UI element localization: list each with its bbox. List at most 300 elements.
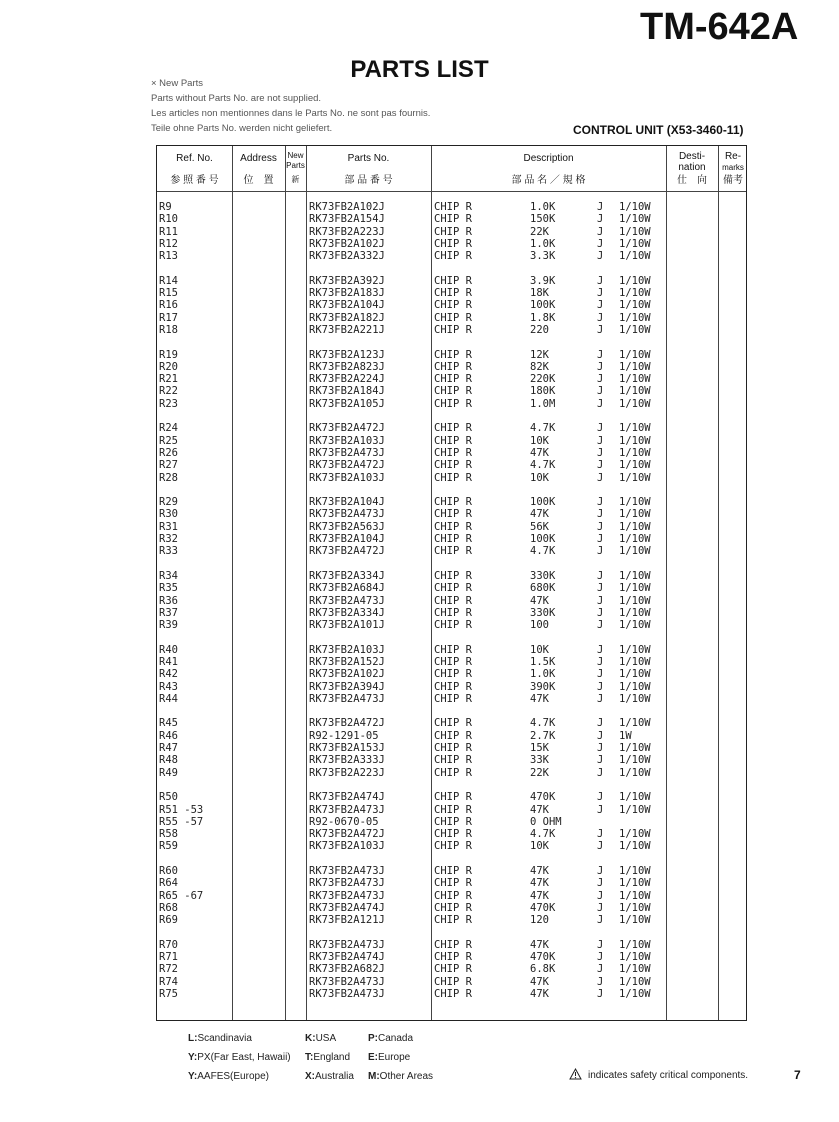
cell-wattage: 1/10W <box>619 520 651 533</box>
cell-wattage: 1/10W <box>619 901 651 914</box>
cell-parts-no: RK73FB2A183J <box>309 287 385 300</box>
cell-description: CHIP R <box>434 975 472 988</box>
cell-wattage: 1/10W <box>619 643 651 656</box>
cell-value: 47K <box>530 803 549 816</box>
cell-tolerance: J <box>597 692 604 705</box>
table-row <box>157 238 746 250</box>
cell-description: CHIP R <box>434 643 472 656</box>
cell-value: 1.0M <box>530 397 556 410</box>
cell-value: 470K <box>530 791 556 804</box>
legend-code: Y: <box>188 1071 198 1082</box>
cell-parts-no: RK73FB2A473J <box>309 446 385 459</box>
cell-description: CHIP R <box>434 397 472 410</box>
table-row <box>157 312 746 324</box>
cell-ref-no: R39 <box>159 619 178 632</box>
cell-parts-no: RK73FB2A224J <box>309 373 385 386</box>
cell-description: CHIP R <box>434 938 472 951</box>
cell-description: CHIP R <box>434 828 472 841</box>
cell-wattage: 1/10W <box>619 385 651 398</box>
legend-name: Australia <box>315 1071 354 1082</box>
cell-description: CHIP R <box>434 446 472 459</box>
cell-description: CHIP R <box>434 877 472 890</box>
cell-ref-no: R29 <box>159 496 178 509</box>
cell-parts-no: RK73FB2A332J <box>309 250 385 263</box>
cell-ref-no: R16 <box>159 299 178 312</box>
parts-rows <box>157 201 746 1013</box>
cell-tolerance: J <box>597 655 604 668</box>
cell-tolerance: J <box>597 975 604 988</box>
cell-tolerance: J <box>597 729 604 742</box>
cell-wattage: 1/10W <box>619 914 651 927</box>
cell-wattage: 1/10W <box>619 840 651 853</box>
header-remarks-2: marks <box>722 163 744 172</box>
cell-parts-no: RK73FB2A123J <box>309 348 385 361</box>
cell-tolerance: J <box>597 237 604 250</box>
cell-ref-no: R59 <box>159 840 178 853</box>
cell-parts-no: RK73FB2A473J <box>309 803 385 816</box>
cell-parts-no: RK73FB2A473J <box>309 594 385 607</box>
cell-tolerance: J <box>597 287 604 300</box>
cell-ref-no: R26 <box>159 446 178 459</box>
cell-parts-no: RK73FB2A103J <box>309 434 385 447</box>
cell-value: 47K <box>530 975 549 988</box>
cell-parts-no: RK73FB2A474J <box>309 951 385 964</box>
cell-value: 1.0K <box>530 237 556 250</box>
row-group <box>157 349 746 410</box>
cell-wattage: 1/10W <box>619 668 651 681</box>
cell-wattage: 1/10W <box>619 471 651 484</box>
cell-description: CHIP R <box>434 250 472 263</box>
legend-item <box>305 1071 354 1082</box>
cell-wattage: 1/10W <box>619 865 651 878</box>
cell-description: CHIP R <box>434 606 472 619</box>
cell-parts-no: RK73FB2A333J <box>309 754 385 767</box>
cell-value: 4.7K <box>530 422 556 435</box>
cell-value: 4.7K <box>530 545 556 558</box>
table-row <box>157 890 746 902</box>
cell-parts-no: RK73FB2A334J <box>309 569 385 582</box>
header-ref-no: Ref. No. <box>176 153 213 164</box>
table-row <box>157 828 746 840</box>
cell-tolerance: J <box>597 311 604 324</box>
cell-parts-no: RK73FB2A184J <box>309 385 385 398</box>
cell-wattage: 1/10W <box>619 274 651 287</box>
cell-tolerance: J <box>597 938 604 951</box>
cell-ref-no: R15 <box>159 287 178 300</box>
cell-description: CHIP R <box>434 311 472 324</box>
warning-triangle-icon <box>569 1068 582 1080</box>
table-row <box>157 742 746 754</box>
cell-parts-no: RK73FB2A473J <box>309 889 385 902</box>
cell-wattage: 1/10W <box>619 877 651 890</box>
legend-name: Europe <box>378 1052 411 1063</box>
legend-name: USA <box>315 1033 337 1044</box>
safety-text: indicates safety critical components. <box>588 1070 749 1081</box>
cell-ref-no: R42 <box>159 668 178 681</box>
cell-parts-no: RK73FB2A823J <box>309 360 385 373</box>
cell-description: CHIP R <box>434 385 472 398</box>
cell-ref-no: R18 <box>159 323 178 336</box>
table-row <box>157 988 746 1000</box>
safety-note <box>569 1068 748 1081</box>
cell-wattage: 1/10W <box>619 594 651 607</box>
cell-value: 1.0K <box>530 668 556 681</box>
cell-parts-no: RK73FB2A473J <box>309 508 385 521</box>
cell-parts-no: RK73FB2A153J <box>309 742 385 755</box>
table-row <box>157 385 746 397</box>
cell-tolerance: J <box>597 385 604 398</box>
cell-value: 10K <box>530 434 549 447</box>
table-row <box>157 201 746 213</box>
cell-description: CHIP R <box>434 299 472 312</box>
row-group <box>157 939 746 1000</box>
legend-item <box>188 1052 291 1063</box>
cell-ref-no: R11 <box>159 225 178 238</box>
cell-value: 47K <box>530 692 549 705</box>
cell-description: CHIP R <box>434 569 472 582</box>
legend-code: L: <box>188 1033 198 1044</box>
legend-name: Canada <box>378 1033 414 1044</box>
header-new-parts: Parts <box>286 161 305 170</box>
cell-description: CHIP R <box>434 348 472 361</box>
cell-description: CHIP R <box>434 496 472 509</box>
cell-value: 470K <box>530 901 556 914</box>
table-row <box>157 717 746 729</box>
cell-parts-no: RK73FB2A472J <box>309 459 385 472</box>
cell-value: 47K <box>530 865 549 878</box>
cell-value: 120 <box>530 914 549 927</box>
cell-tolerance: J <box>597 988 604 1000</box>
header-ref-no-jp: 参 照 番 号 <box>170 175 219 186</box>
cell-value: 4.7K <box>530 828 556 841</box>
header-address-jp: 位 置 <box>243 175 274 186</box>
cell-tolerance: J <box>597 901 604 914</box>
cell-description: CHIP R <box>434 422 472 435</box>
cell-ref-no: R60 <box>159 865 178 878</box>
page-title: PARTS LIST <box>350 56 489 83</box>
table-row <box>157 521 746 533</box>
cell-description: CHIP R <box>434 791 472 804</box>
table-row <box>157 299 746 311</box>
cell-ref-no: R58 <box>159 828 178 841</box>
cell-value: 390K <box>530 680 556 693</box>
cell-description: CHIP R <box>434 668 472 681</box>
cell-ref-no: R68 <box>159 901 178 914</box>
cell-ref-no: R70 <box>159 938 178 951</box>
cell-parts-no: RK73FB2A121J <box>309 914 385 927</box>
cell-description: CHIP R <box>434 865 472 878</box>
header-address: Address <box>240 153 277 164</box>
table-row <box>157 914 746 926</box>
cell-parts-no: RK73FB2A472J <box>309 422 385 435</box>
cell-ref-no: R46 <box>159 729 178 742</box>
cell-tolerance: J <box>597 434 604 447</box>
cell-ref-no: R44 <box>159 692 178 705</box>
cell-tolerance: J <box>597 508 604 521</box>
table-row <box>157 619 746 631</box>
cell-tolerance: J <box>597 373 604 386</box>
cell-tolerance: J <box>597 250 604 263</box>
cell-ref-no: R34 <box>159 569 178 582</box>
cell-parts-no: RK73FB2A103J <box>309 471 385 484</box>
cell-description: CHIP R <box>434 754 472 767</box>
cell-wattage: 1/10W <box>619 250 651 263</box>
cell-tolerance: J <box>597 619 604 632</box>
cell-wattage: 1/10W <box>619 397 651 410</box>
cell-description: CHIP R <box>434 520 472 533</box>
table-row <box>157 435 746 447</box>
cell-tolerance: J <box>597 446 604 459</box>
cell-wattage: 1/10W <box>619 717 651 730</box>
cell-tolerance: J <box>597 643 604 656</box>
table-row <box>157 791 746 803</box>
table-row <box>157 533 746 545</box>
cell-ref-no: R40 <box>159 643 178 656</box>
cell-parts-no: RK73FB2A392J <box>309 274 385 287</box>
row-group <box>157 201 746 262</box>
cell-wattage: 1/10W <box>619 237 651 250</box>
legend-item <box>368 1071 433 1082</box>
table-row <box>157 595 746 607</box>
cell-wattage: 1/10W <box>619 803 651 816</box>
cell-tolerance: J <box>597 520 604 533</box>
cell-wattage: 1/10W <box>619 766 651 779</box>
cell-wattage: 1/10W <box>619 619 651 632</box>
header-parts-no-jp: 部 品 番 号 <box>344 175 393 186</box>
table-row <box>157 951 746 963</box>
cell-value: 12K <box>530 348 549 361</box>
cell-value: 6.8K <box>530 963 556 976</box>
table-row <box>157 570 746 582</box>
table-row <box>157 545 746 557</box>
cell-description: CHIP R <box>434 914 472 927</box>
cell-ref-no: R10 <box>159 213 178 226</box>
cell-tolerance: J <box>597 680 604 693</box>
cell-description: CHIP R <box>434 742 472 755</box>
cell-parts-no: RK73FB2A682J <box>309 963 385 976</box>
cell-description: CHIP R <box>434 533 472 546</box>
cell-ref-no: R55 -57 <box>159 815 204 828</box>
cell-value: 150K <box>530 213 556 226</box>
cell-wattage: 1/10W <box>619 680 651 693</box>
cell-tolerance: J <box>597 754 604 767</box>
cell-tolerance: J <box>597 766 604 779</box>
cell-tolerance: J <box>597 742 604 755</box>
cell-parts-no: RK73FB2A473J <box>309 988 385 1000</box>
cell-value: 4.7K <box>530 459 556 472</box>
cell-description: CHIP R <box>434 963 472 976</box>
cell-description: CHIP R <box>434 274 472 287</box>
cell-tolerance: J <box>597 803 604 816</box>
cell-value: 470K <box>530 951 556 964</box>
cell-description: CHIP R <box>434 729 472 742</box>
cell-tolerance: J <box>597 791 604 804</box>
cell-parts-no: R92-0670-05 <box>309 815 379 828</box>
cell-description: CHIP R <box>434 815 472 828</box>
cell-ref-no: R64 <box>159 877 178 890</box>
cell-ref-no: R65 -67 <box>159 889 204 902</box>
page-number: 7 <box>794 1068 801 1082</box>
legend-item <box>368 1052 410 1063</box>
header-parts-no: Parts No. <box>347 153 390 164</box>
table-row <box>157 902 746 914</box>
cell-tolerance: J <box>597 582 604 595</box>
table-row <box>157 459 746 471</box>
cell-description: CHIP R <box>434 287 472 300</box>
cell-ref-no: R22 <box>159 385 178 398</box>
cell-tolerance: J <box>597 274 604 287</box>
cell-value: 2.7K <box>530 729 556 742</box>
cell-wattage: 1/10W <box>619 582 651 595</box>
cell-ref-no: R14 <box>159 274 178 287</box>
cell-value: 47K <box>530 988 549 1000</box>
cell-value: 47K <box>530 877 549 890</box>
cell-value: 1.5K <box>530 655 556 668</box>
cell-value: 1.0K <box>530 201 556 213</box>
table-row <box>157 275 746 287</box>
legend-item <box>368 1033 413 1044</box>
cell-parts-no: RK73FB2A473J <box>309 938 385 951</box>
table-row <box>157 508 746 520</box>
cell-value: 56K <box>530 520 549 533</box>
cell-ref-no: R23 <box>159 397 178 410</box>
header-description-jp: 部 品 名 ／ 規 格 <box>511 175 586 186</box>
legend-code: E: <box>368 1052 378 1063</box>
cell-value: 22K <box>530 225 549 238</box>
cell-description: CHIP R <box>434 237 472 250</box>
cell-description: CHIP R <box>434 545 472 558</box>
header-destination-2: nation <box>678 162 706 173</box>
cell-tolerance: J <box>597 496 604 509</box>
row-group <box>157 496 746 557</box>
cell-parts-no: RK73FB2A473J <box>309 975 385 988</box>
cell-wattage: 1/10W <box>619 508 651 521</box>
cell-tolerance: J <box>597 360 604 373</box>
cell-ref-no: R48 <box>159 754 178 767</box>
cell-wattage: 1/10W <box>619 422 651 435</box>
table-row <box>157 681 746 693</box>
legend-name: England <box>313 1052 351 1063</box>
cell-parts-no: RK73FB2A103J <box>309 840 385 853</box>
cell-description: CHIP R <box>434 655 472 668</box>
table-row <box>157 287 746 299</box>
cell-parts-no: RK73FB2A472J <box>309 828 385 841</box>
legend-name: Other Areas <box>379 1071 434 1082</box>
cell-value: 47K <box>530 594 549 607</box>
header-new-jp: 新 <box>291 175 300 184</box>
cell-parts-no: RK73FB2A473J <box>309 692 385 705</box>
header-new: New <box>287 151 304 160</box>
cell-wattage: 1/10W <box>619 360 651 373</box>
cell-wattage: 1/10W <box>619 963 651 976</box>
cell-value: 180K <box>530 385 556 398</box>
cell-tolerance: J <box>597 594 604 607</box>
cell-ref-no: R32 <box>159 533 178 546</box>
cell-ref-no: R21 <box>159 373 178 386</box>
cell-wattage: 1/10W <box>619 938 651 951</box>
cell-value: 10K <box>530 643 549 656</box>
table-row <box>157 963 746 975</box>
cell-wattage: 1/10W <box>619 791 651 804</box>
cell-parts-no: RK73FB2A223J <box>309 766 385 779</box>
table-row <box>157 767 746 779</box>
table-row <box>157 656 746 668</box>
cell-ref-no: R24 <box>159 422 178 435</box>
row-group <box>157 570 746 631</box>
table-row <box>157 472 746 484</box>
legend-name: AAFES(Europe) <box>197 1071 269 1082</box>
cell-ref-no: R20 <box>159 360 178 373</box>
cell-ref-no: R71 <box>159 951 178 964</box>
cell-parts-no: RK73FB2A221J <box>309 323 385 336</box>
cell-description: CHIP R <box>434 323 472 336</box>
cell-parts-no: RK73FB2A223J <box>309 225 385 238</box>
cell-tolerance: J <box>597 828 604 841</box>
cell-value: 82K <box>530 360 549 373</box>
cell-ref-no: R45 <box>159 717 178 730</box>
cell-parts-no: RK73FB2A472J <box>309 717 385 730</box>
cell-ref-no: R25 <box>159 434 178 447</box>
cell-parts-no: RK73FB2A684J <box>309 582 385 595</box>
legend-code: P: <box>368 1033 378 1044</box>
cell-parts-no: RK73FB2A182J <box>309 311 385 324</box>
cell-wattage: 1/10W <box>619 828 651 841</box>
cell-wattage: 1/10W <box>619 348 651 361</box>
header-destination: Desti- <box>678 151 706 162</box>
cell-parts-no: RK73FB2A472J <box>309 545 385 558</box>
cell-tolerance: J <box>597 397 604 410</box>
table-row <box>157 668 746 680</box>
cell-parts-no: RK73FB2A104J <box>309 496 385 509</box>
cell-ref-no: R69 <box>159 914 178 927</box>
cell-ref-no: R47 <box>159 742 178 755</box>
cell-description: CHIP R <box>434 201 472 213</box>
cell-tolerance: J <box>597 225 604 238</box>
cell-value: 18K <box>530 287 549 300</box>
cell-value: 0 OHM <box>530 815 562 828</box>
cell-tolerance: J <box>597 569 604 582</box>
cell-wattage: 1/10W <box>619 311 651 324</box>
cell-wattage: 1/10W <box>619 692 651 705</box>
cell-description: CHIP R <box>434 508 472 521</box>
table-row <box>157 213 746 225</box>
cell-description: CHIP R <box>434 459 472 472</box>
cell-tolerance: J <box>597 323 604 336</box>
cell-ref-no: R19 <box>159 348 178 361</box>
cell-value: 100K <box>530 533 556 546</box>
cell-value: 220K <box>530 373 556 386</box>
table-row <box>157 816 746 828</box>
cell-description: CHIP R <box>434 803 472 816</box>
cell-wattage: 1/10W <box>619 323 651 336</box>
row-group <box>157 275 746 336</box>
cell-description: CHIP R <box>434 988 472 1000</box>
cell-ref-no: R74 <box>159 975 178 988</box>
cell-ref-no: R72 <box>159 963 178 976</box>
table-row <box>157 840 746 852</box>
cell-ref-no: R49 <box>159 766 178 779</box>
note-french: Les articles non mentionnes dans le Parts No. ne sont pas fournis. <box>151 108 431 119</box>
cell-description: CHIP R <box>434 619 472 632</box>
cell-wattage: 1/10W <box>619 533 651 546</box>
cell-ref-no: R37 <box>159 606 178 619</box>
table-row <box>157 730 746 742</box>
cell-value: 3.9K <box>530 274 556 287</box>
cell-tolerance: J <box>597 459 604 472</box>
cell-description: CHIP R <box>434 373 472 386</box>
cell-value: 22K <box>530 766 549 779</box>
cell-ref-no: R28 <box>159 471 178 484</box>
